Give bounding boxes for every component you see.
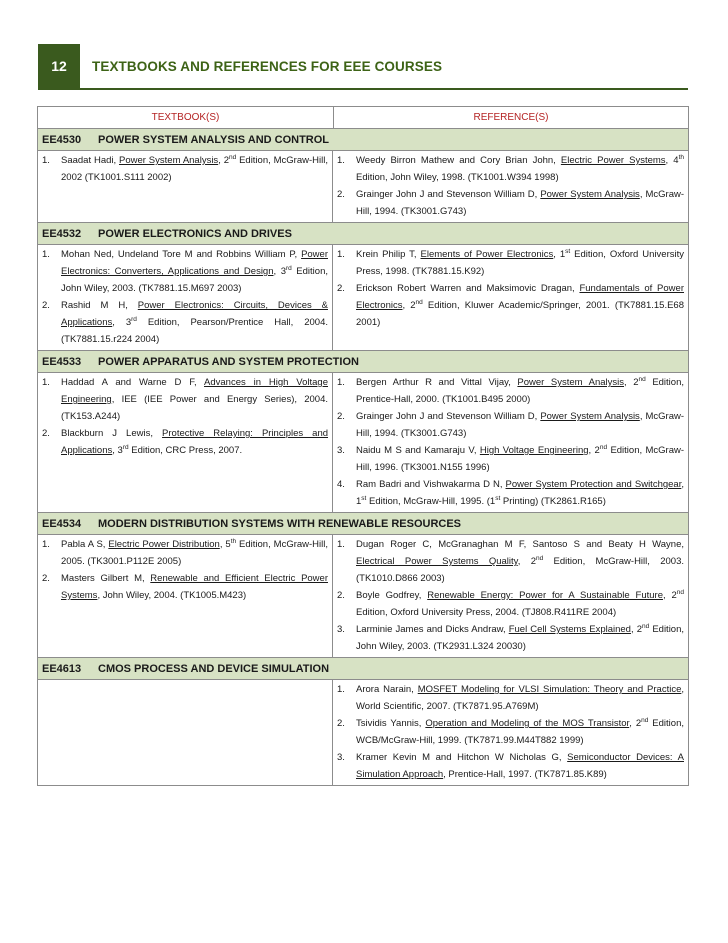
course-code: EE4613 [42,662,82,675]
item-number: 2. [42,428,50,439]
course-row [38,129,688,151]
reference-text: Dugan Roger C, McGranaghan M F, Santoso S and Beaty H Wayne, Electrical Power Systems Quality, 2nd Edition, McGraw-Hill, 2003. (TK1010.D866 2003) [356,539,685,584]
textbook-item [42,425,328,459]
reference-text: Ram Badri and Vishwakarma D N, Power System Protection and Switchgear, 1st Edition, McGraw-Hill, 1995. (1st Printing) (TK2861.R165) [356,479,684,507]
course-row [38,658,688,680]
item-number: 1. [42,539,50,550]
course-row [38,351,688,373]
reference-item [337,442,684,476]
textbook-item [42,152,328,186]
textbook-item [42,374,328,425]
references-table [37,106,689,786]
reference-text: Grainger John J and Stevenson William D, Power System Analysis, McGraw-Hill, 1994. (TK3001.G743) [356,189,684,217]
course-code: EE4534 [42,517,82,530]
references-column-header: REFERENCE(S) [473,112,549,123]
page-title: TEXTBOOKS AND REFERENCES FOR EEE COURSES [92,58,443,74]
item-number: 2. [42,573,50,584]
reference-text: Grainger John J and Stevenson William D, Power System Analysis, McGraw-Hill, 1994. (TK3001.G743) [356,411,684,439]
item-number: 4. [337,479,345,490]
item-number: 1. [42,377,50,388]
reference-item [337,681,684,715]
references-cell [333,245,688,350]
textbook-item [42,536,328,570]
page-number-badge: 12 [38,44,80,88]
textbooks-cell [38,151,333,222]
reference-item [337,476,684,510]
page-header [38,44,688,88]
item-number: 1. [42,249,50,260]
course-title: POWER SYSTEM ANALYSIS AND CONTROL [98,133,330,146]
reference-text: Kramer Kevin M and Hitchon W Nicholas G, Semiconductor Devices: A Simulation Approach, Prentice-Hall, 1997. (TK7871.85.K89) [356,752,684,780]
reference-item [337,408,684,442]
textbook-item [42,297,328,348]
textbook-text: Masters Gilbert M, Renewable and Efficient Electric Power Systems, John Wiley, 2004. (TK1005.M423) [61,573,328,601]
course-content-row [38,535,688,658]
reference-item [337,186,684,220]
course-content-row [38,680,688,785]
references-cell [333,151,688,222]
reference-item [337,749,684,783]
course-content-row [38,245,688,351]
reference-item [337,374,684,408]
textbooks-column-header: TEXTBOOK(S) [38,107,334,128]
reference-item [337,246,684,280]
textbook-text: Pabla A S, Electric Power Distribution, 5th Edition, McGraw-Hill, 2005. (TK3001.P112E 2005) [61,537,329,567]
item-number: 2. [337,411,345,422]
course-code: EE4532 [42,227,82,240]
item-number: 2. [337,590,345,601]
item-number: 2. [337,283,345,294]
item-number: 2. [42,300,50,311]
textbooks-cell [38,373,333,512]
item-number: 1. [42,155,50,166]
textbook-text: Mohan Ned, Undeland Tore M and Robbins William P, Power Electronics: Converters, Applications and Design, 3rd Edition, John Wiley, 2003. (TK7881.15.M697 2003) [61,249,328,294]
reference-item [337,152,684,186]
item-number: 1. [337,155,345,166]
reference-item [337,621,684,655]
reference-item [337,715,684,749]
item-number: 3. [337,752,345,763]
item-number: 2. [337,718,345,729]
course-code: EE4533 [42,355,82,368]
course-code: EE4530 [42,133,82,146]
course-title: POWER ELECTRONICS AND DRIVES [98,227,292,240]
reference-item [337,536,684,587]
table-body [38,129,688,785]
textbook-text: Haddad A and Warne D F, Advances in High Voltage Engineering, IEE (IEE Power and Energy Series), 2004. (TK153.A244) [61,377,328,422]
reference-text: Arora Narain, MOSFET Modeling for VLSI Simulation: Theory and Practice, World Scientific, 2007. (TK7871.95.A769M) [356,684,684,712]
item-number: 1. [337,684,345,695]
textbook-text: Saadat Hadi, Power System Analysis, 2nd Edition, McGraw-Hill, 2002 (TK1001.S111 2002) [61,153,328,183]
header-rule [38,88,688,90]
table-header [38,107,688,129]
item-number: 1. [337,249,345,260]
reference-text: Krein Philip T, Elements of Power Electronics, 1st Edition, Oxford University Press, 1998. (TK7881.15.K92) [356,247,684,277]
item-number: 1. [337,377,345,388]
reference-text: Tsividis Yannis, Operation and Modeling of the MOS Transistor, 2nd Edition, WCB/McGraw-Hill, 1999. (TK7871.99.M44T882 1999) [356,716,684,746]
course-row [38,223,688,245]
reference-text: Boyle Godfrey, Renewable Energy: Power for A Sustainable Future, 2nd Edition, Oxford University Press, 2004. (TJ808.R411RE 2004) [356,588,685,618]
reference-text: Bergen Arthur R and Vittal Vijay, Power System Analysis, 2nd Edition, Prentice-Hall, 2000. (TK1001.B495 2000) [356,375,685,405]
textbooks-cell [38,535,333,657]
references-cell [333,680,688,785]
textbooks-cell [38,245,333,350]
textbook-text: Blackburn J Lewis, Protective Relaying: Principles and Applications, 3rd Edition, CRC Press, 2007. [61,428,329,456]
textbooks-cell [38,680,333,785]
reference-text: Naidu M S and Kamaraju V, High Voltage Engineering, 2nd Edition, McGraw-Hill, 1996. (TK3001.N155 1996) [356,443,685,473]
item-number: 3. [337,445,345,456]
reference-text: Weedy Birron Mathew and Cory Brian John, Electric Power Systems, 4th Edition, John Wiley, 1998. (TK1001.W394 1998) [356,153,684,183]
reference-text: Erickson Robert Warren and Maksimovic Dragan, Fundamentals of Power Electronics, 2nd Edition, Kluwer Academic/Springer, 2001. (TK7881.15.E68 2001) [356,283,684,328]
course-row [38,513,688,535]
course-content-row [38,373,688,513]
reference-item [337,280,684,331]
item-number: 3. [337,624,345,635]
textbook-item [42,570,328,604]
references-cell [333,373,688,512]
textbook-item [42,246,328,297]
item-number: 1. [337,539,345,550]
reference-item [337,587,684,621]
item-number: 2. [337,189,345,200]
references-cell [333,535,688,657]
course-content-row [38,151,688,223]
course-title: POWER APPARATUS AND SYSTEM PROTECTION [98,355,359,368]
textbook-text: Rashid M H, Power Electronics: Circuits, Devices & Applications, 3rd Edition, Pearson/Prentice Hall, 2004. (TK7881.15.r224 2004) [61,300,329,345]
course-title: CMOS PROCESS AND DEVICE SIMULATION [98,662,330,675]
course-title: MODERN DISTRIBUTION SYSTEMS WITH RENEWABLE RESOURCES [98,517,462,530]
reference-text: Larminie James and Dicks Andraw, Fuel Cell Systems Explained, 2nd Edition, John Wiley, 2003. (TK2931.L324 20030) [356,622,685,652]
